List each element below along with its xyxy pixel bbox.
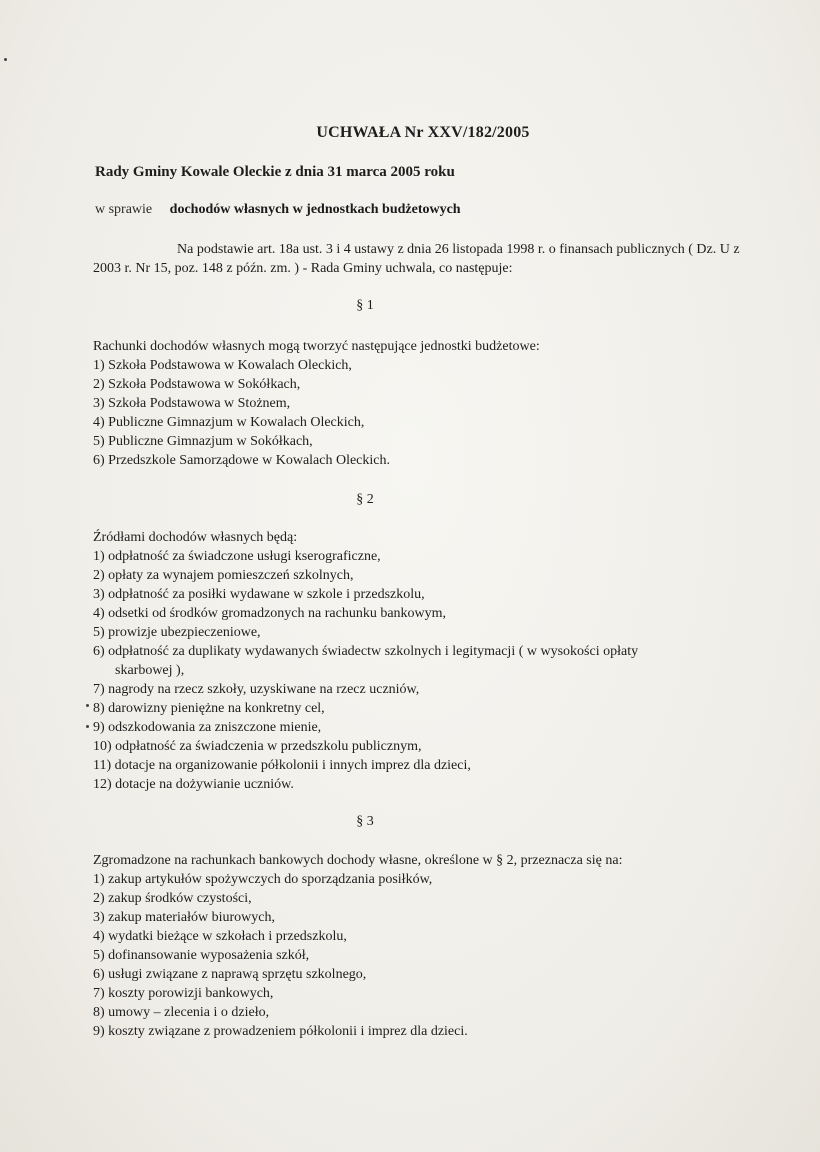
section-1-lead: Rachunki dochodów własnych mogą tworzyć następujące jednostki budżetowe: <box>93 339 540 354</box>
list-item: 8) darowizny pieniężne na konkretny cel, <box>93 701 325 716</box>
scan-speck <box>86 704 89 707</box>
section-2-list <box>93 547 753 794</box>
list-item: 5) prowizje ubezpieczeniowe, <box>93 625 261 640</box>
list-item: 9) koszty związane z prowadzeniem półkolonii i imprez dla dzieci. <box>93 1024 468 1039</box>
list-item: 6) odpłatność za duplikaty wydawanych świadectw szkolnych i legitymacji ( w wysokości opłaty <box>93 644 639 659</box>
list-item: 10) odpłatność za świadczenia w przedszkolu publicznym, <box>93 739 422 754</box>
list-item: 8) umowy – zlecenia i o dzieło, <box>93 1005 270 1020</box>
list-item: 4) odsetki od środków gromadzonych na rachunku bankowym, <box>93 606 447 621</box>
list-item: 12) dotacje na dożywianie uczniów. <box>93 777 294 792</box>
scan-speck <box>86 725 89 728</box>
list-item: 7) koszty porowizji bankowych, <box>93 986 274 1001</box>
section-3-lead: Zgromadzone na rachunkach bankowych dochody własne, określone w § 2, przeznacza się na: <box>93 853 623 868</box>
section-3-mark: § 3 <box>356 814 374 829</box>
legal-basis <box>93 240 743 278</box>
list-item-continuation-text: skarbowej ), <box>115 663 185 678</box>
list-item: 7) nagrody na rzecz szkoły, uzyskiwane na rzecz uczniów, <box>93 682 420 697</box>
subject-prefix: w sprawie <box>95 202 153 217</box>
list-item: 2) Szkoła Podstawowa w Sokółkach, <box>93 377 301 392</box>
list-item: 6) Przedszkole Samorządowe w Kowalach Oleckich. <box>93 453 391 468</box>
section-1-mark: § 1 <box>356 298 374 313</box>
resolution-subject <box>95 202 461 218</box>
list-item: 5) Publiczne Gimnazjum w Sokółkach, <box>93 434 313 449</box>
list-item: 4) wydatki bieżące w szkołach i przedszkolu, <box>93 929 347 944</box>
list-item: 1) odpłatność za świadczone usługi kserograficzne, <box>93 549 381 564</box>
list-item: 9) odszkodowania za zniszczone mienie, <box>93 720 322 735</box>
section-2-lead: Źródłami dochodów własnych będą: <box>93 530 298 545</box>
resolution-subtitle: Rady Gminy Kowale Oleckie z dnia 31 marca 2005 roku <box>95 164 455 180</box>
list-item: 2) zakup środków czystości, <box>93 891 252 906</box>
list-item: 2) opłaty za wynajem pomieszczeń szkolnych, <box>93 568 354 583</box>
subject-topic: dochodów własnych w jednostkach budżetowych <box>169 202 461 217</box>
list-item: 3) Szkoła Podstawowa w Stożnem, <box>93 396 291 411</box>
list-item: 1) zakup artykułów spożywczych do sporządzania posiłków, <box>93 872 433 887</box>
list-item: 3) odpłatność za posiłki wydawane w szkole i przedszkolu, <box>93 587 425 602</box>
section-1-list <box>93 356 753 470</box>
list-item: 3) zakup materiałów biurowych, <box>93 910 275 925</box>
resolution-title: UCHWAŁA Nr XXV/182/2005 <box>316 124 530 141</box>
section-3-list <box>93 870 753 1041</box>
section-2-mark: § 2 <box>356 492 374 507</box>
list-item: 1) Szkoła Podstawowa w Kowalach Oleckich, <box>93 358 352 373</box>
list-item-continuation <box>93 661 753 680</box>
scan-speck <box>4 58 7 61</box>
legal-basis-text: Na podstawie art. 18a ust. 3 i 4 ustawy z dnia 26 listopada 1998 r. o finansach publicznych ( Dz. U z 2003 r. Nr 15, poz. 148 z późn. zm. ) - Rada Gminy uchwala, co następuje: <box>93 242 740 276</box>
list-item: 5) dofinansowanie wyposażenia szkół, <box>93 948 310 963</box>
list-item: 6) usługi związane z naprawą sprzętu szkolnego, <box>93 967 367 982</box>
list-item: 11) dotacje na organizowanie półkolonii i innych imprez dla dzieci, <box>93 758 471 773</box>
list-item: 4) Publiczne Gimnazjum w Kowalach Oleckich, <box>93 415 365 430</box>
